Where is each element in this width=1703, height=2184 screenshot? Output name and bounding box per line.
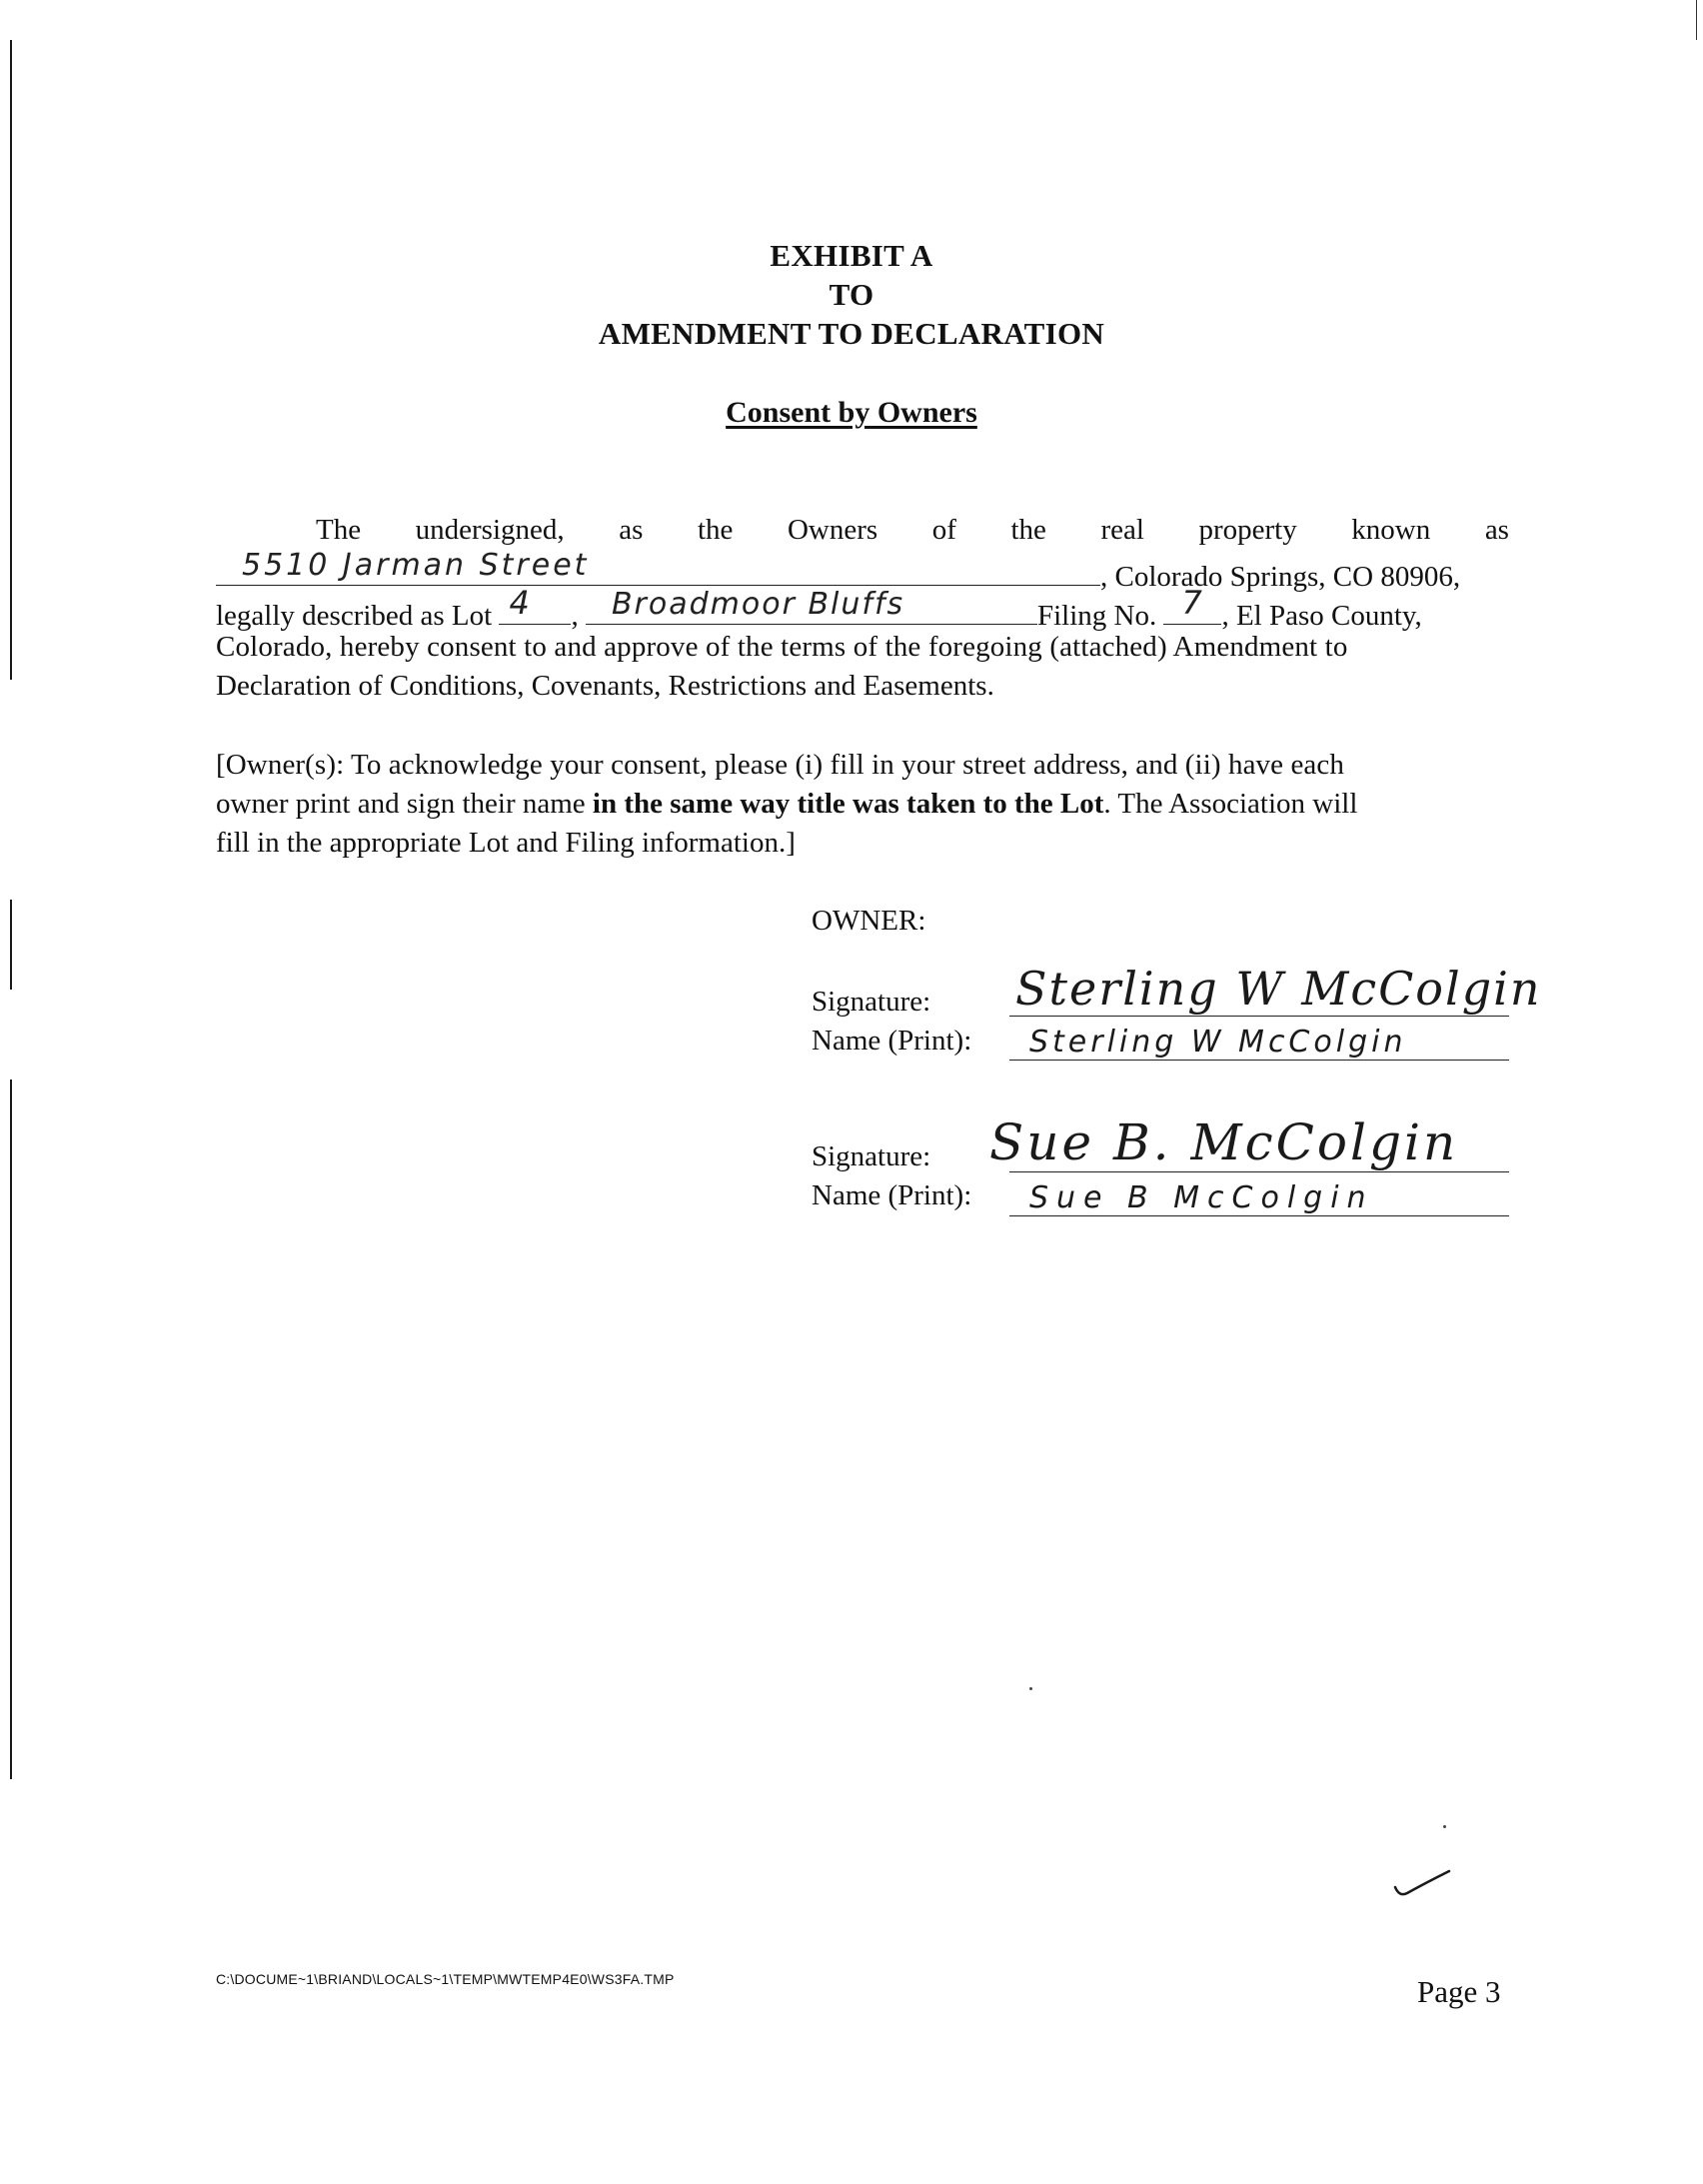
para2-line3: fill in the appropriate Lot and Filing information.] <box>216 827 796 859</box>
para1-line1: The undersigned, as the Owners of the real property known as <box>316 514 1509 546</box>
page-number: Page 3 <box>1417 1974 1501 2009</box>
signature-field-1[interactable] <box>1009 962 1542 1017</box>
para2-line1: [Owner(s): To acknowledge your consent, please (i) fill in your street address, and (ii) have each <box>216 749 1344 781</box>
scan-edge-line <box>10 900 12 990</box>
para1-line4: Colorado, hereby consent to and approve of the terms of the foregoing (attached) Amendment to <box>216 631 1348 663</box>
footer-file-path: C:\DOCUME~1\BRIAND\LOCALS~1\TEMP\MWTEMP4E0\WS3FA.TMP <box>216 1971 675 1987</box>
signature-handwriting-1: Sterling W McColgin <box>1015 962 1542 1016</box>
heading-amendment: AMENDMENT TO DECLARATION <box>598 316 1105 351</box>
para2-line2: owner print and sign their name in the same way title was taken to the Lot. The Association will <box>216 788 1358 820</box>
signature-label-1: Signature: <box>812 986 931 1018</box>
scan-edge-line <box>1696 0 1697 40</box>
signature-field-2[interactable] <box>989 1113 1509 1172</box>
name-print-label-1: Name (Print): <box>812 1025 972 1057</box>
heading-to: TO <box>829 277 874 312</box>
scan-edge-line <box>10 40 12 680</box>
heading-exhibit: EXHIBIT A <box>770 238 933 273</box>
signature-handwriting-2: Sue B. McColgin <box>989 1113 1459 1171</box>
lot-handwriting: 4 <box>509 584 533 622</box>
owner-label: OWNER: <box>812 905 926 937</box>
name-print-field-1[interactable] <box>1009 1024 1509 1061</box>
name-print-label-2: Name (Print): <box>812 1179 972 1211</box>
signature-label-2: Signature: <box>812 1140 931 1172</box>
street-address-field[interactable] <box>216 548 1100 586</box>
filing-field[interactable] <box>1163 584 1221 625</box>
filing-handwriting: 7 <box>1181 584 1205 622</box>
check-mark-icon <box>1391 1865 1451 1901</box>
para1-line3: legally described as Lot 4 , Broadmoor Bluffs Filing No. 7 , El Paso County, <box>216 584 1422 632</box>
name-print-handwriting-2: Sue B McColgin <box>1029 1180 1374 1215</box>
lot-field[interactable] <box>499 584 571 625</box>
scan-speck <box>1443 1825 1446 1828</box>
scan-speck <box>1029 1687 1032 1690</box>
street-address-handwriting: 5510 Jarman Street <box>242 548 590 583</box>
city-state-zip: , Colorado Springs, CO 80906, <box>1100 561 1461 593</box>
scan-edge-line <box>10 1080 12 1779</box>
subdivision-field[interactable] <box>586 587 1037 625</box>
para1-line5: Declaration of Conditions, Covenants, Restrictions and Easements. <box>216 670 994 702</box>
subdivision-handwriting: Broadmoor Bluffs <box>611 587 905 622</box>
name-print-field-2[interactable] <box>1009 1179 1509 1216</box>
subheading-consent: Consent by Owners <box>726 396 977 429</box>
name-print-handwriting-1: Sterling W McColgin <box>1029 1025 1407 1060</box>
